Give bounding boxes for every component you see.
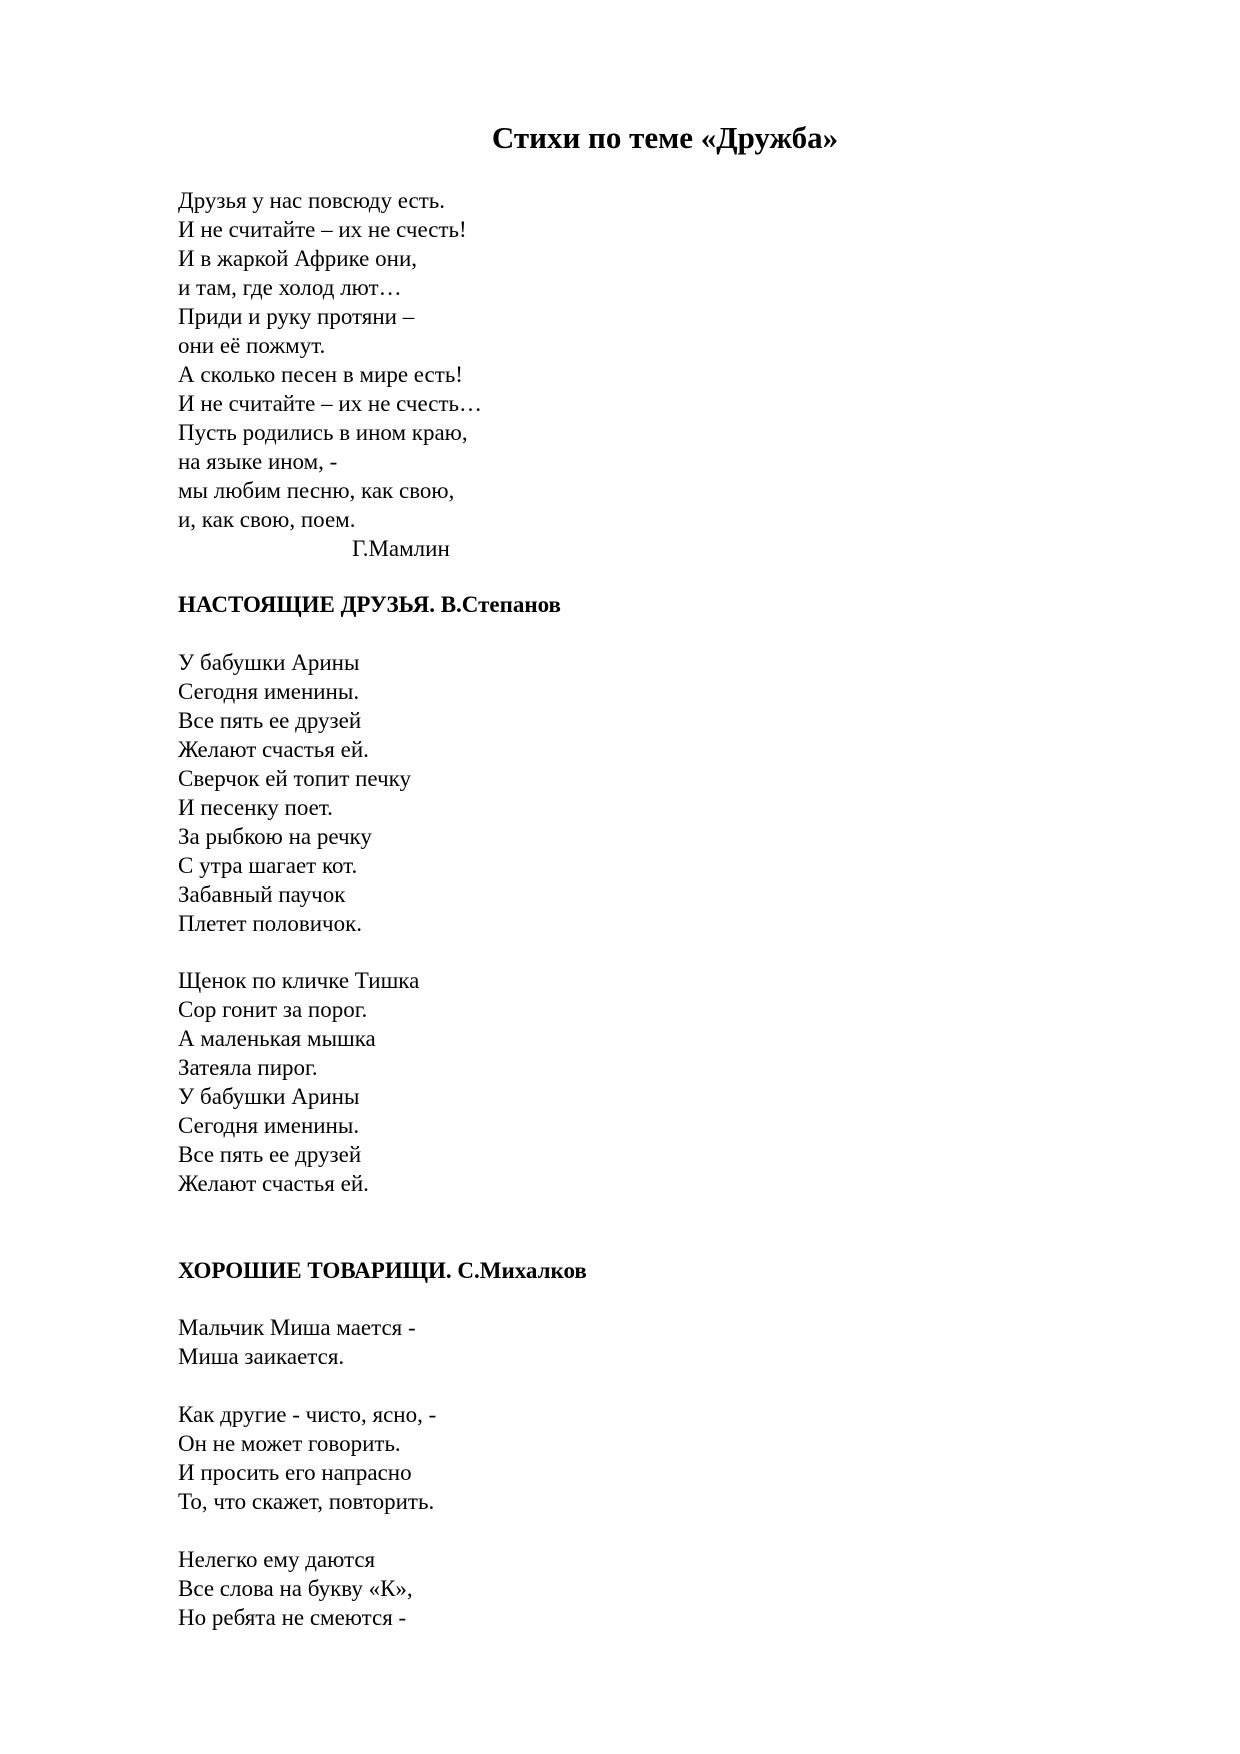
poem-line: и, как свою, поем.: [178, 507, 356, 532]
poem-line: и там, где холод лют…: [178, 275, 402, 300]
poem-line: Забавный паучок: [178, 882, 346, 907]
poem-line: Сегодня именины.: [178, 679, 360, 704]
poem-line: Все пять ее друзей: [178, 708, 362, 733]
poem-line: Как другие - чисто, ясно, -: [178, 1402, 437, 1427]
poem-line: А маленькая мышка: [178, 1026, 376, 1051]
poem-line: Но ребята не смеются -: [178, 1605, 407, 1630]
poem-line: Сегодня именины.: [178, 1113, 360, 1138]
poem-author: Г.Мамлин: [352, 536, 450, 561]
poem-line: За рыбкою на речку: [178, 824, 372, 849]
poem-line: мы любим песню, как свою,: [178, 478, 455, 503]
poem-line: Приди и руку протяни –: [178, 304, 415, 329]
poem-line: И в жаркой Африке они,: [178, 246, 418, 271]
poem-line: И не считайте – их не счесть!: [178, 217, 467, 242]
poem-mikhalkov-stanza-2: [178, 1400, 1078, 1516]
poem-heading: НАСТОЯЩИЕ ДРУЗЬЯ. В.Степанов: [178, 592, 561, 617]
poem-line: Миша заикается.: [178, 1344, 345, 1369]
poem-heading: ХОРОШИЕ ТОВАРИЩИ. С.Михалков: [178, 1258, 587, 1283]
poem-line: на языке ином, -: [178, 449, 338, 474]
poem-mamlin: [178, 186, 1078, 563]
poem-line: они её пожмут.: [178, 333, 326, 358]
poem-line: Нелегко ему даются: [178, 1547, 376, 1572]
poem-line: Мальчик Миша мается -: [178, 1315, 416, 1340]
poem-line: Желают счастья ей.: [178, 1171, 369, 1196]
poem-mikhalkov-stanza-1: [178, 1313, 1078, 1371]
poem-mikhalkov-header: [178, 1256, 1078, 1285]
poem-line: У бабушки Арины: [178, 650, 360, 675]
poem-line: То, что скажет, повторить.: [178, 1489, 435, 1514]
poem-line: Все пять ее друзей: [178, 1142, 362, 1167]
poem-line: Сверчок ей топит печку: [178, 766, 411, 791]
poem-line: И просить его напрасно: [178, 1460, 412, 1485]
poem-line: А сколько песен в мире есть!: [178, 362, 463, 387]
poem-line: С утра шагает кот.: [178, 853, 358, 878]
page-title: Стихи по теме «Дружба»: [491, 120, 839, 155]
poem-line: У бабушки Арины: [178, 1084, 360, 1109]
poem-line: И не считайте – их не счесть…: [178, 391, 483, 416]
poem-line: Затеяла пирог.: [178, 1055, 318, 1080]
poem-line: И песенку поет.: [178, 795, 333, 820]
poem-line: Он не может говорить.: [178, 1431, 401, 1456]
poem-stepanov-stanza-2: [178, 966, 1078, 1198]
poem-line: Щенок по кличке Тишка: [178, 968, 420, 993]
poem-line: Друзья у нас повсюду есть.: [178, 188, 446, 213]
poem-mikhalkov-stanza-3: [178, 1545, 1078, 1632]
poem-line: Плетет половичок.: [178, 911, 362, 936]
poem-stepanov-header: [178, 590, 1078, 619]
poem-line: Сор гонит за порог.: [178, 997, 368, 1022]
poem-line: Пусть родились в ином краю,: [178, 420, 468, 445]
poem-stepanov-stanza-1: [178, 648, 1078, 938]
poem-line: Желают счастья ей.: [178, 737, 369, 762]
poem-line: Все слова на букву «К»,: [178, 1576, 413, 1601]
